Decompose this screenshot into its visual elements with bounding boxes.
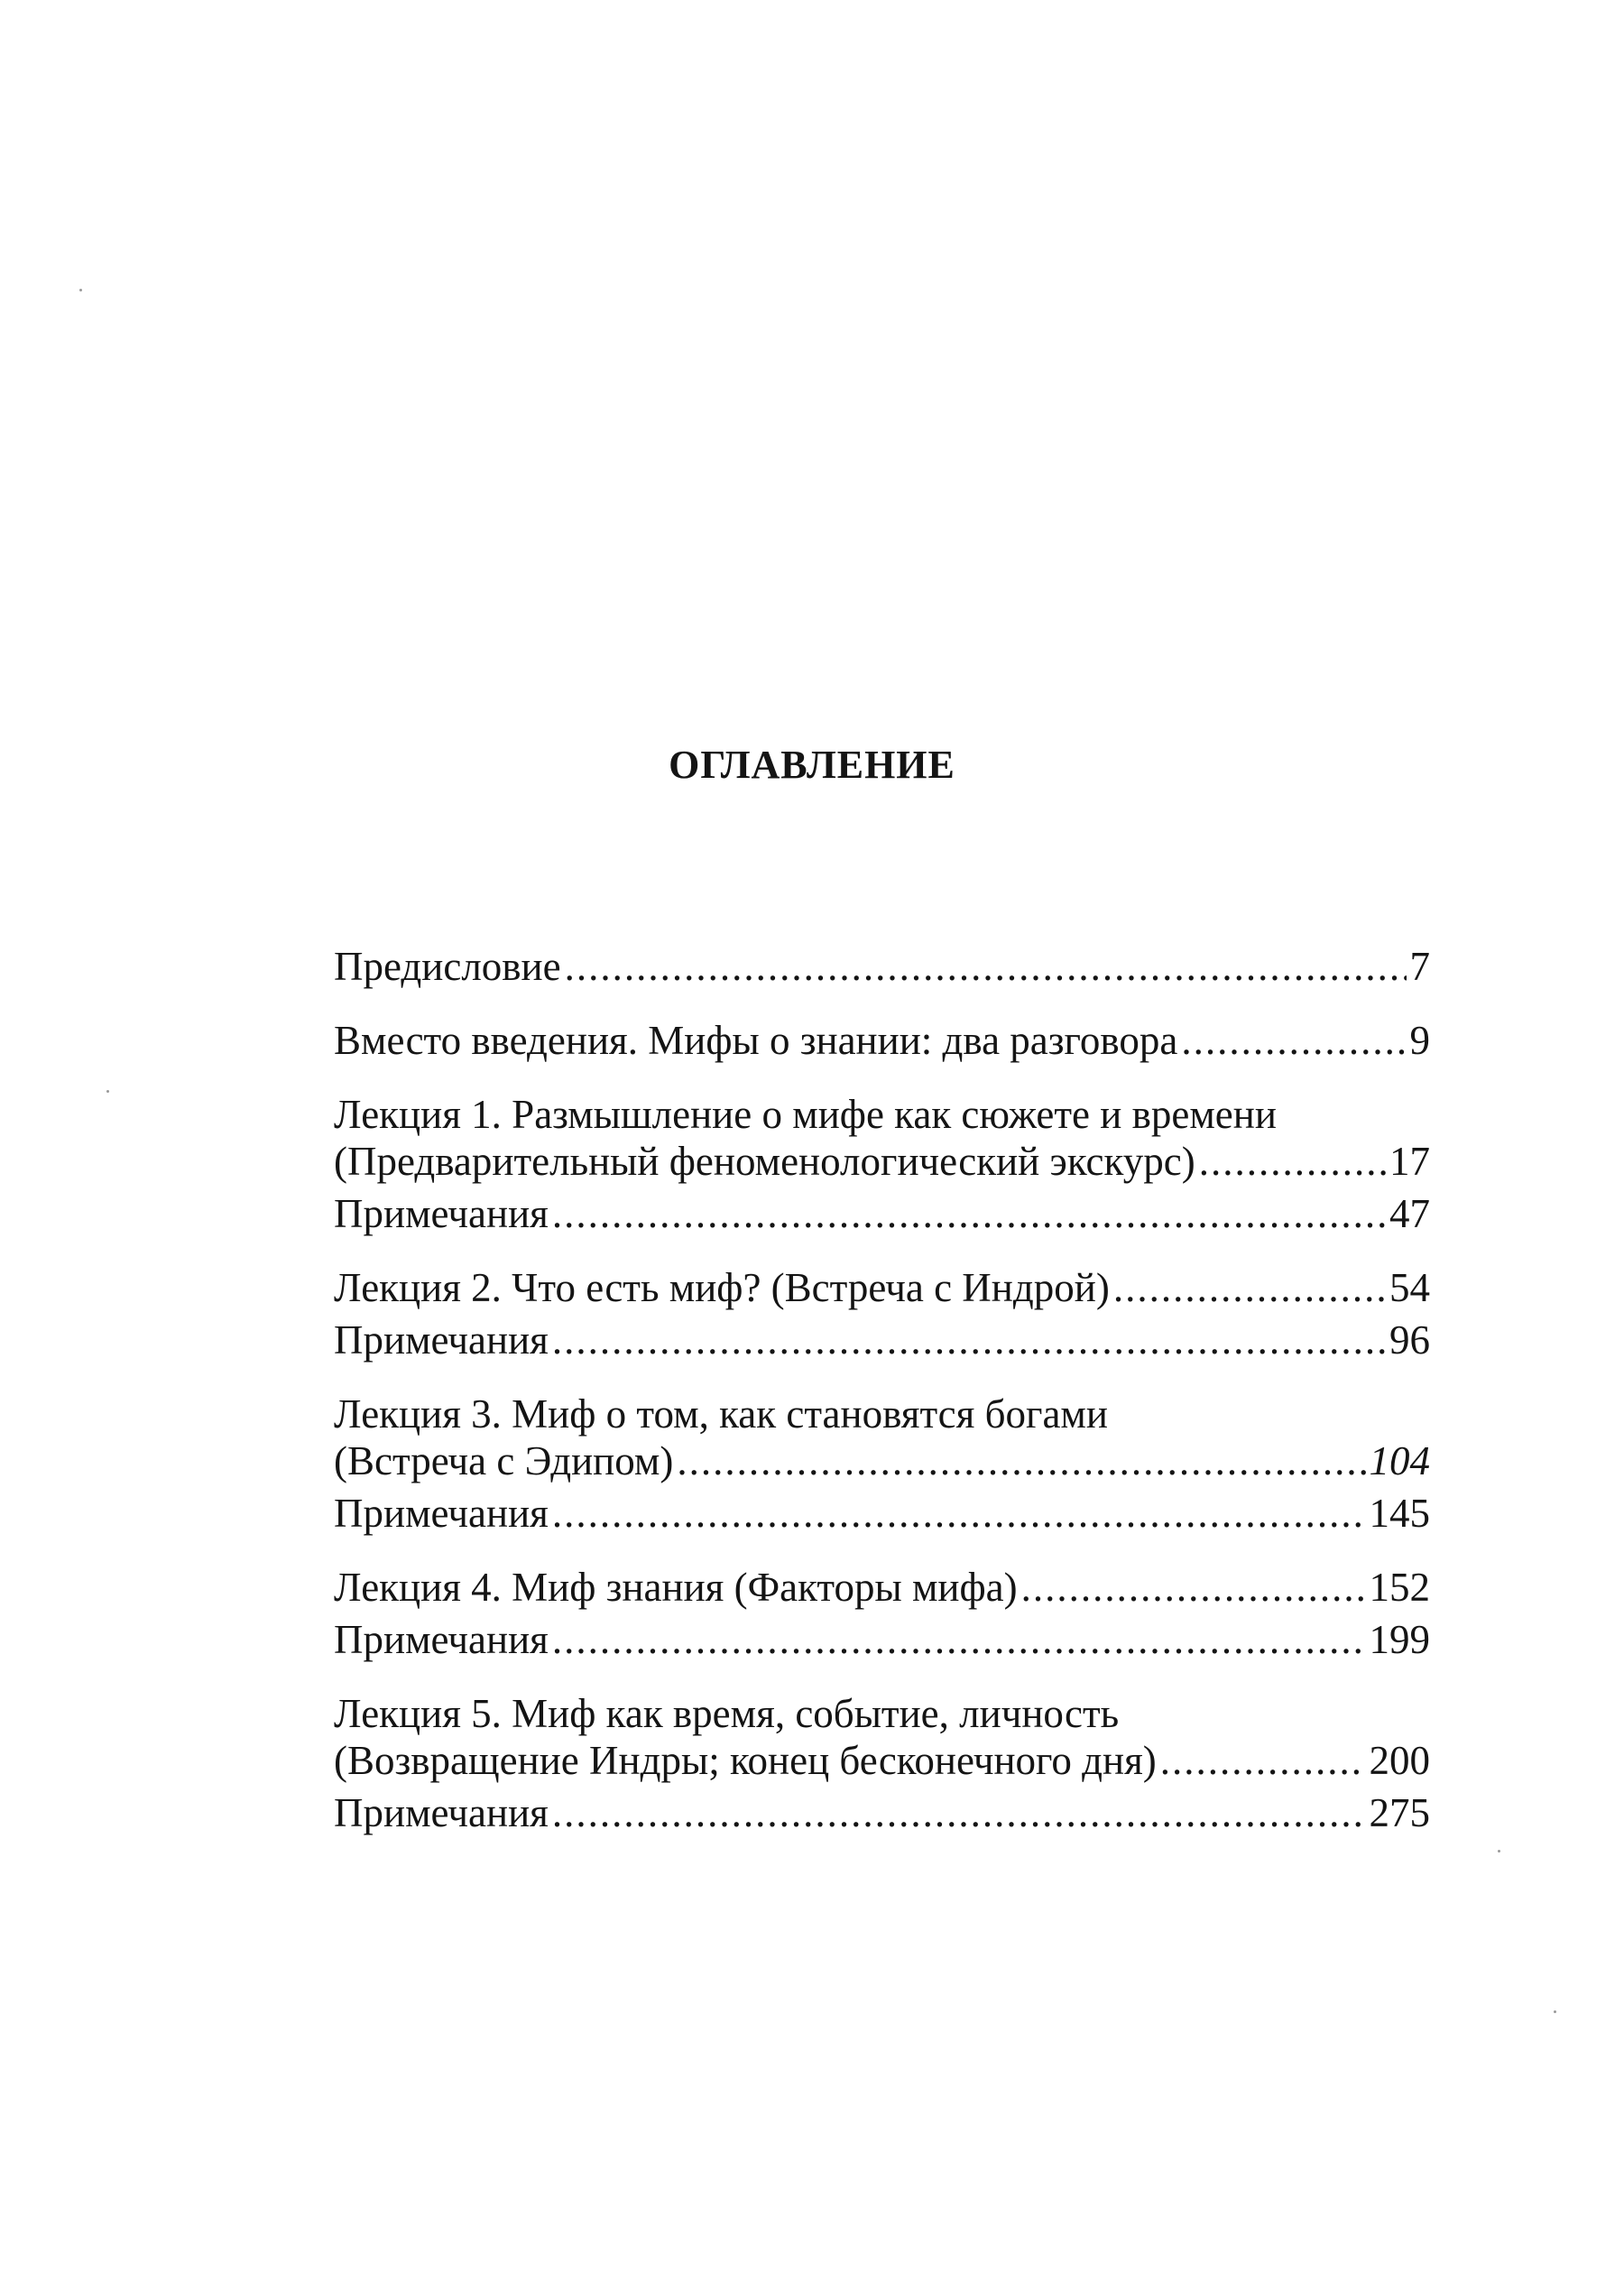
toc-entry-notes-2[interactable] bbox=[334, 1317, 1430, 1363]
toc-page-number: 275 bbox=[1369, 1790, 1430, 1835]
toc-page-number: 17 bbox=[1389, 1139, 1430, 1184]
spacer bbox=[334, 1237, 1430, 1264]
toc-entry-introduction[interactable] bbox=[334, 1017, 1430, 1064]
toc-line bbox=[334, 1138, 1430, 1185]
spacer bbox=[334, 1064, 1430, 1091]
toc-entry-notes-3[interactable] bbox=[334, 1490, 1430, 1537]
spacer bbox=[334, 990, 1430, 1017]
toc-entry-lecture-4[interactable] bbox=[334, 1564, 1430, 1611]
toc-line bbox=[334, 1690, 1430, 1737]
dot-leader bbox=[552, 1490, 1366, 1537]
toc-entry-preface[interactable] bbox=[334, 943, 1430, 990]
dot-leader bbox=[565, 943, 1407, 990]
toc-entry-subtitle: (Предварительный феноменологический экскурс) bbox=[334, 1139, 1195, 1184]
dot-leader bbox=[552, 1789, 1366, 1836]
toc-entry-subtitle: (Возвращение Индры; конец бесконечного дня) bbox=[334, 1738, 1157, 1783]
toc-page-number: 104 bbox=[1369, 1438, 1430, 1483]
toc-entry-notes-4[interactable] bbox=[334, 1616, 1430, 1663]
toc-page-number: 9 bbox=[1409, 1018, 1430, 1063]
toc-entry-lecture-5[interactable] bbox=[334, 1690, 1430, 1784]
page-title: ОГЛАВЛЕНИЕ bbox=[669, 743, 955, 787]
toc-entry-title: Лекция 4. Миф знания (Факторы мифа) bbox=[334, 1565, 1018, 1610]
toc-line bbox=[334, 1091, 1430, 1138]
toc-entry-title: Лекция 1. Размышление о мифе как сюжете и времени bbox=[334, 1092, 1277, 1137]
table-of-contents bbox=[334, 943, 1430, 1836]
toc-entry-lecture-1[interactable] bbox=[334, 1091, 1430, 1185]
toc-entry-title: Вместо введения. Мифы о знании: два разговора bbox=[334, 1018, 1178, 1063]
toc-line bbox=[334, 1317, 1430, 1363]
toc-line bbox=[334, 1564, 1430, 1611]
dot-leader bbox=[1021, 1564, 1366, 1611]
toc-page-number: 47 bbox=[1389, 1191, 1430, 1236]
toc-line bbox=[334, 1490, 1430, 1537]
toc-notes-label: Примечания bbox=[334, 1491, 549, 1536]
toc-notes-label: Примечания bbox=[334, 1317, 549, 1363]
toc-notes-label: Примечания bbox=[334, 1617, 549, 1662]
dot-leader bbox=[1181, 1017, 1406, 1064]
dot-leader bbox=[552, 1616, 1366, 1663]
scan-speck bbox=[106, 1090, 109, 1093]
toc-entry-notes-1[interactable] bbox=[334, 1190, 1430, 1237]
toc-entry-title: Лекция 5. Миф как время, событие, личность bbox=[334, 1691, 1120, 1736]
toc-notes-label: Примечания bbox=[334, 1191, 549, 1236]
toc-line bbox=[334, 1264, 1430, 1311]
toc-page-number: 152 bbox=[1369, 1565, 1430, 1610]
spacer bbox=[334, 1663, 1430, 1690]
spacer bbox=[334, 1537, 1430, 1564]
toc-line bbox=[334, 1391, 1430, 1437]
toc-line bbox=[334, 1437, 1430, 1484]
toc-line bbox=[334, 943, 1430, 990]
toc-page-number: 96 bbox=[1389, 1317, 1430, 1363]
dot-leader bbox=[1113, 1264, 1386, 1311]
toc-entry-title: Лекция 3. Миф о том, как становятся богами bbox=[334, 1391, 1108, 1437]
toc-entry-lecture-3[interactable] bbox=[334, 1391, 1430, 1484]
toc-entry-title: Лекция 2. Что есть миф? (Встреча с Индрой) bbox=[334, 1265, 1110, 1310]
toc-entry-title: Предисловие bbox=[334, 944, 561, 989]
dot-leader bbox=[1160, 1737, 1366, 1784]
toc-page-number: 200 bbox=[1369, 1738, 1430, 1783]
dot-leader bbox=[552, 1317, 1386, 1363]
toc-entry-notes-5[interactable] bbox=[334, 1789, 1430, 1836]
toc-line bbox=[334, 1190, 1430, 1237]
toc-line bbox=[334, 1616, 1430, 1663]
dot-leader bbox=[677, 1437, 1365, 1484]
scan-speck bbox=[1498, 1850, 1500, 1853]
scan-speck bbox=[1554, 2010, 1556, 2013]
dot-leader bbox=[552, 1190, 1386, 1237]
spacer bbox=[334, 1363, 1430, 1391]
toc-page-number: 7 bbox=[1409, 944, 1430, 989]
toc-page-number: 145 bbox=[1369, 1491, 1430, 1536]
toc-page-number: 199 bbox=[1369, 1617, 1430, 1662]
toc-line bbox=[334, 1737, 1430, 1784]
dot-leader bbox=[1199, 1138, 1386, 1185]
toc-notes-label: Примечания bbox=[334, 1790, 549, 1835]
toc-line bbox=[334, 1017, 1430, 1064]
scan-speck bbox=[79, 289, 82, 291]
toc-entry-subtitle: (Встреча с Эдипом) bbox=[334, 1438, 674, 1483]
toc-line bbox=[334, 1789, 1430, 1836]
toc-entry-lecture-2[interactable] bbox=[334, 1264, 1430, 1311]
toc-page-number: 54 bbox=[1389, 1265, 1430, 1310]
